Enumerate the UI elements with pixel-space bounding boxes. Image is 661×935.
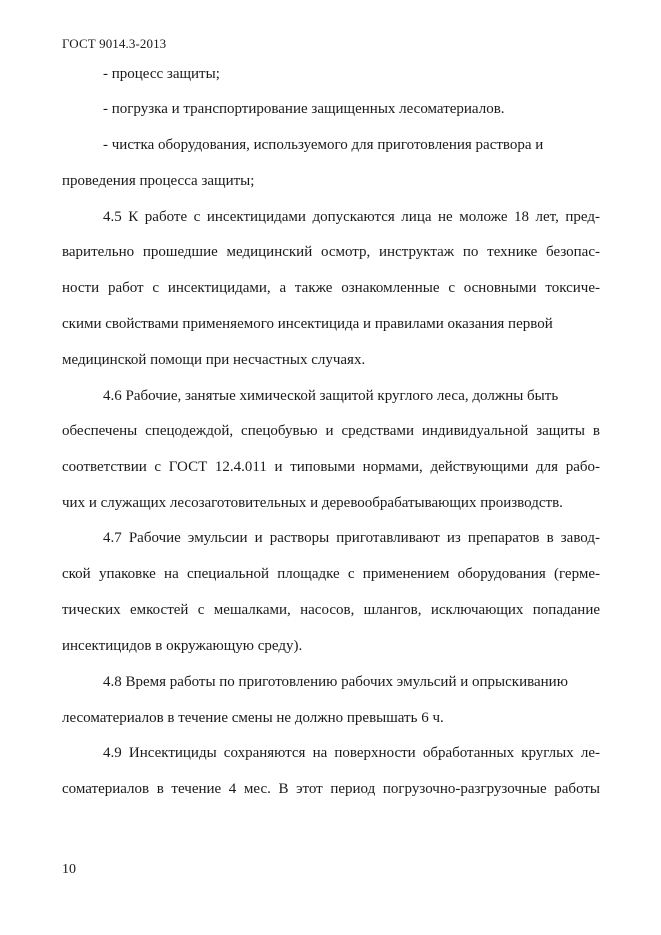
text-line: обеспечены спецодеждой, спецобувью и средствами индивидуальной защиты в <box>62 423 600 439</box>
text-line: ской упаковке на специальной площадке с применением оборудования (герме- <box>62 566 600 582</box>
text-line: - процесс защиты; <box>103 66 220 82</box>
text-line: 4.8 Время работы по приготовлению рабочих эмульсий и опрыскиванию <box>103 674 568 690</box>
text-line: варительно прошедшие медицинский осмотр, инструктаж по технике безопас- <box>62 244 600 260</box>
text-line: проведения процесса защиты; <box>62 173 255 189</box>
text-line: ности работ с инсектицидами, а также ознакомленные с основными токсиче- <box>62 280 600 296</box>
text-line: 4.5 К работе с инсектицидами допускаются лица не моложе 18 лет, пред- <box>103 209 600 225</box>
text-line: соответствии с ГОСТ 12.4.011 и типовыми нормами, действующими для рабо- <box>62 459 600 475</box>
page-number: 10 <box>62 862 76 877</box>
text-line: 4.7 Рабочие эмульсии и растворы приготавливают из препаратов в завод- <box>103 530 600 546</box>
text-line: - чистка оборудования, используемого для приготовления раствора и <box>103 137 544 153</box>
text-line: инсектицидов в окружающую среду). <box>62 638 303 654</box>
text-line: скими свойствами применяемого инсектицида и правилами оказания первой <box>62 316 553 332</box>
text-line: лесоматериалов в течение смены не должно превышать 6 ч. <box>62 710 444 726</box>
text-line: соматериалов в течение 4 мес. В этот период погрузочно-разгрузочные работы <box>62 781 600 797</box>
document-code-header: ГОСТ 9014.3-2013 <box>62 36 167 51</box>
text-line: 4.6 Рабочие, занятые химической защитой круглого леса, должны быть <box>103 388 559 404</box>
text-line: чих и служащих лесозаготовительных и деревообрабатывающих производств. <box>62 495 563 511</box>
text-line: 4.9 Инсектициды сохраняются на поверхности обработанных круглых ле- <box>103 745 600 761</box>
text-line: - погрузка и транспортирование защищенных лесоматериалов. <box>103 101 505 117</box>
text-line: медицинской помощи при несчастных случаях. <box>62 352 366 368</box>
text-line: тических емкостей с мешалками, насосов, шлангов, исключающих попадание <box>62 602 600 618</box>
